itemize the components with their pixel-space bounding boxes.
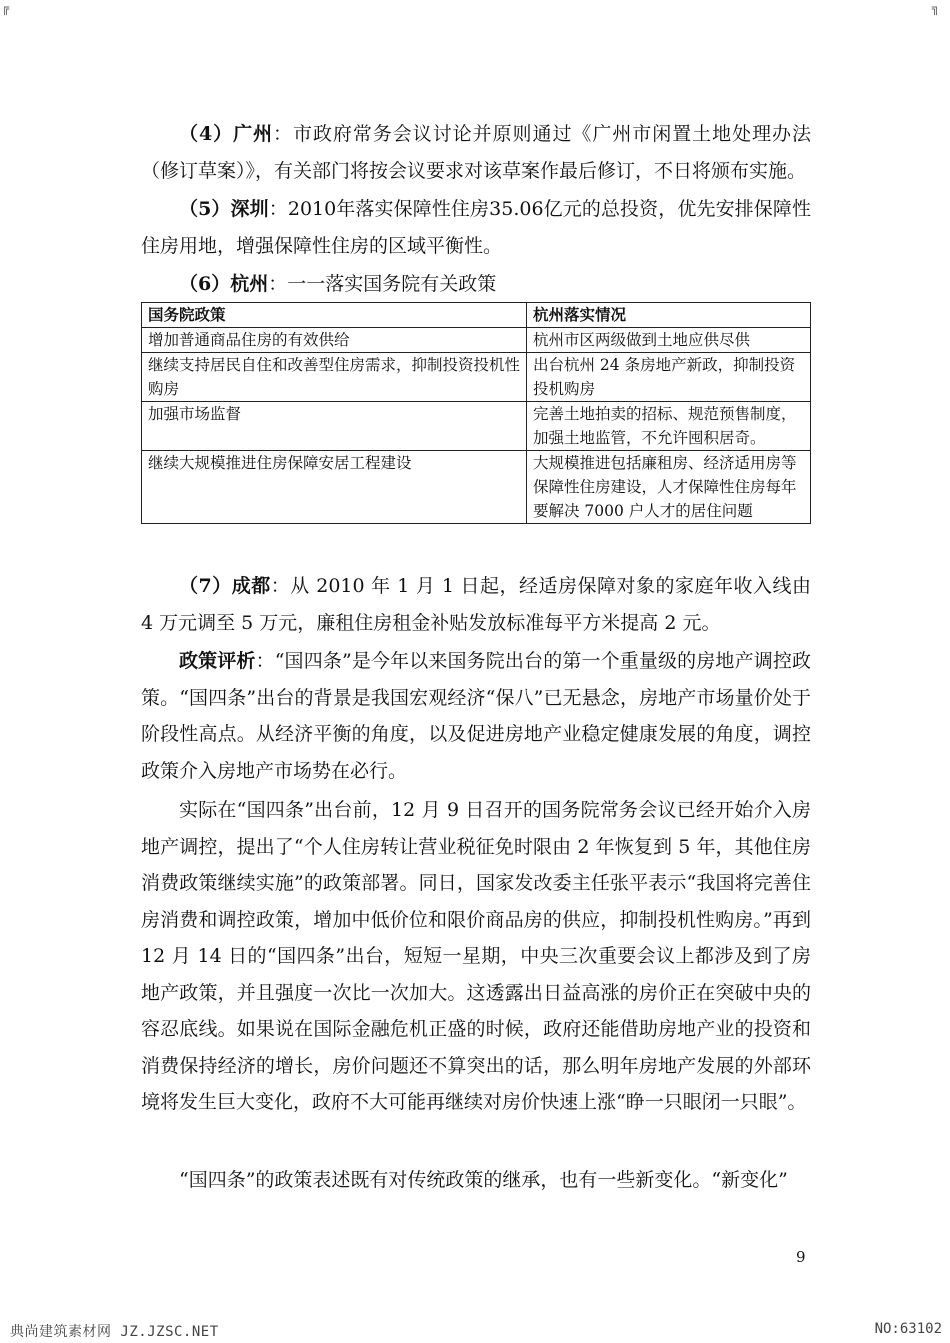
paragraph-lead: （6）杭州 [179,273,269,295]
table-header-cell: 杭州落实情况 [527,303,811,328]
table-header-cell: 国务院政策 [142,303,527,328]
table-row [142,353,811,402]
table-header-row [142,303,811,328]
paragraph-lead: （5）深圳 [179,198,269,220]
footer-watermark: 典尚建筑素材网 JZ.JZSC.NET [10,1324,219,1340]
footer-number: NO:63102 [874,1321,942,1337]
corner-mark-left: ╔ [2,1,10,15]
paragraph-body: “国四条”的政策表述既有对传统政策的继承，也有一些新变化。“新变化” [179,1169,788,1191]
paragraph-text: ：“国四条”是今年以来国务院出台的第一个重量级的房地产调控政策。“国四条”出台的背景是我国宏观经济“保八”已无悬念，房地产市场量价处于阶段性高点。从经济平衡的角度，以及促进房地产业稳定健康发展的角度，调控政策介入房地产市场势在必行。 [141,650,811,782]
table-row [142,451,811,524]
table-row [142,328,811,353]
paragraph-chengdu [141,568,811,641]
table-cell: 继续支持居民自住和改善型住房需求，抑制投资投机性购房 [142,353,527,402]
table-cell: 增加普通商品住房的有效供给 [142,328,527,353]
paragraph-guangzhou [141,116,811,189]
table-row [142,402,811,451]
paragraph-shenzhen [141,191,811,264]
paragraph-text: ：市政府常务会议讨论并原则通过《广州市闲置土地处理办法（修订草案）》，有关部门将按会议要求对该草案作最后修订，不日将颁布实施。 [141,123,811,182]
paragraph-text: ：一一落实国务院有关政策 [268,273,497,295]
table-cell: 继续大规模推进住房保障安居工程建设 [142,451,527,524]
table-cell: 出台杭州 24 条房地产新政，抑制投资投机购房 [527,353,811,402]
paragraph-body: 实际在“国四条”出台前，12 月 9 日召开的国务院常务会议已经开始介入房地产调控，提出了“个人住房转让营业税征免时限由 2 年恢复到 5 年，其他住房消费政策继续实施”的政策部署。同日，国家发改委主任张平表示“我国将完善住房消费和调控政策，增加中低价位和限价商品房的供应，抑制投机性购房。”再到 12 月 14 日的“国四条”出台，短短一星期，中央三次重要会议上都涉及到了房地产政策，并且强度一次比一次加大。这透露出日益高涨的房价正在突破中央的容忍底线。如果说在国际金融危机正盛的时候，政府还能借助房地产业的投资和消费保持经济的增长，房价问题还不算突出的话，那么明年房地产发展的外部环境将发生巨大变化，政府不大可能再继续对房价快速上涨“睁一只眼闭一只眼”。 [141,799,811,1113]
paragraph-policy-review [141,643,811,789]
page-number: 9 [796,1248,806,1266]
policy-table [141,302,811,524]
paragraph-lead: （4）广州 [179,123,274,145]
paragraph-lead: 政策评析 [179,650,256,672]
paragraph-text: ：从 2010 年 1 月 1 日起，经适房保障对象的家庭年收入线由 4 万元调至 5 万元，廉租住房租金补贴发放标准每平方米提高 2 元。 [141,575,811,634]
table-cell: 完善土地拍卖的招标、规范预售制度，加强土地监管，不允许囤积居奇。 [527,402,811,451]
paragraph-hangzhou [141,266,811,303]
paragraph-lead: （7）成都 [179,575,271,597]
table-cell: 杭州市区两级做到土地应供尽供 [527,328,811,353]
table-cell: 大规模推进包括廉租房、经济适用房等保障性住房建设，人才保障性住房每年要解决 7000 户人才的居住问题 [527,451,811,524]
paragraph-text: ：2010年落实保障性住房35.06亿元的总投资，优先安排保障性住房用地，增强保障性住房的区域平衡性。 [141,198,811,257]
corner-mark-right: ╗ [932,1,940,15]
table-cell: 加强市场监督 [142,402,527,451]
